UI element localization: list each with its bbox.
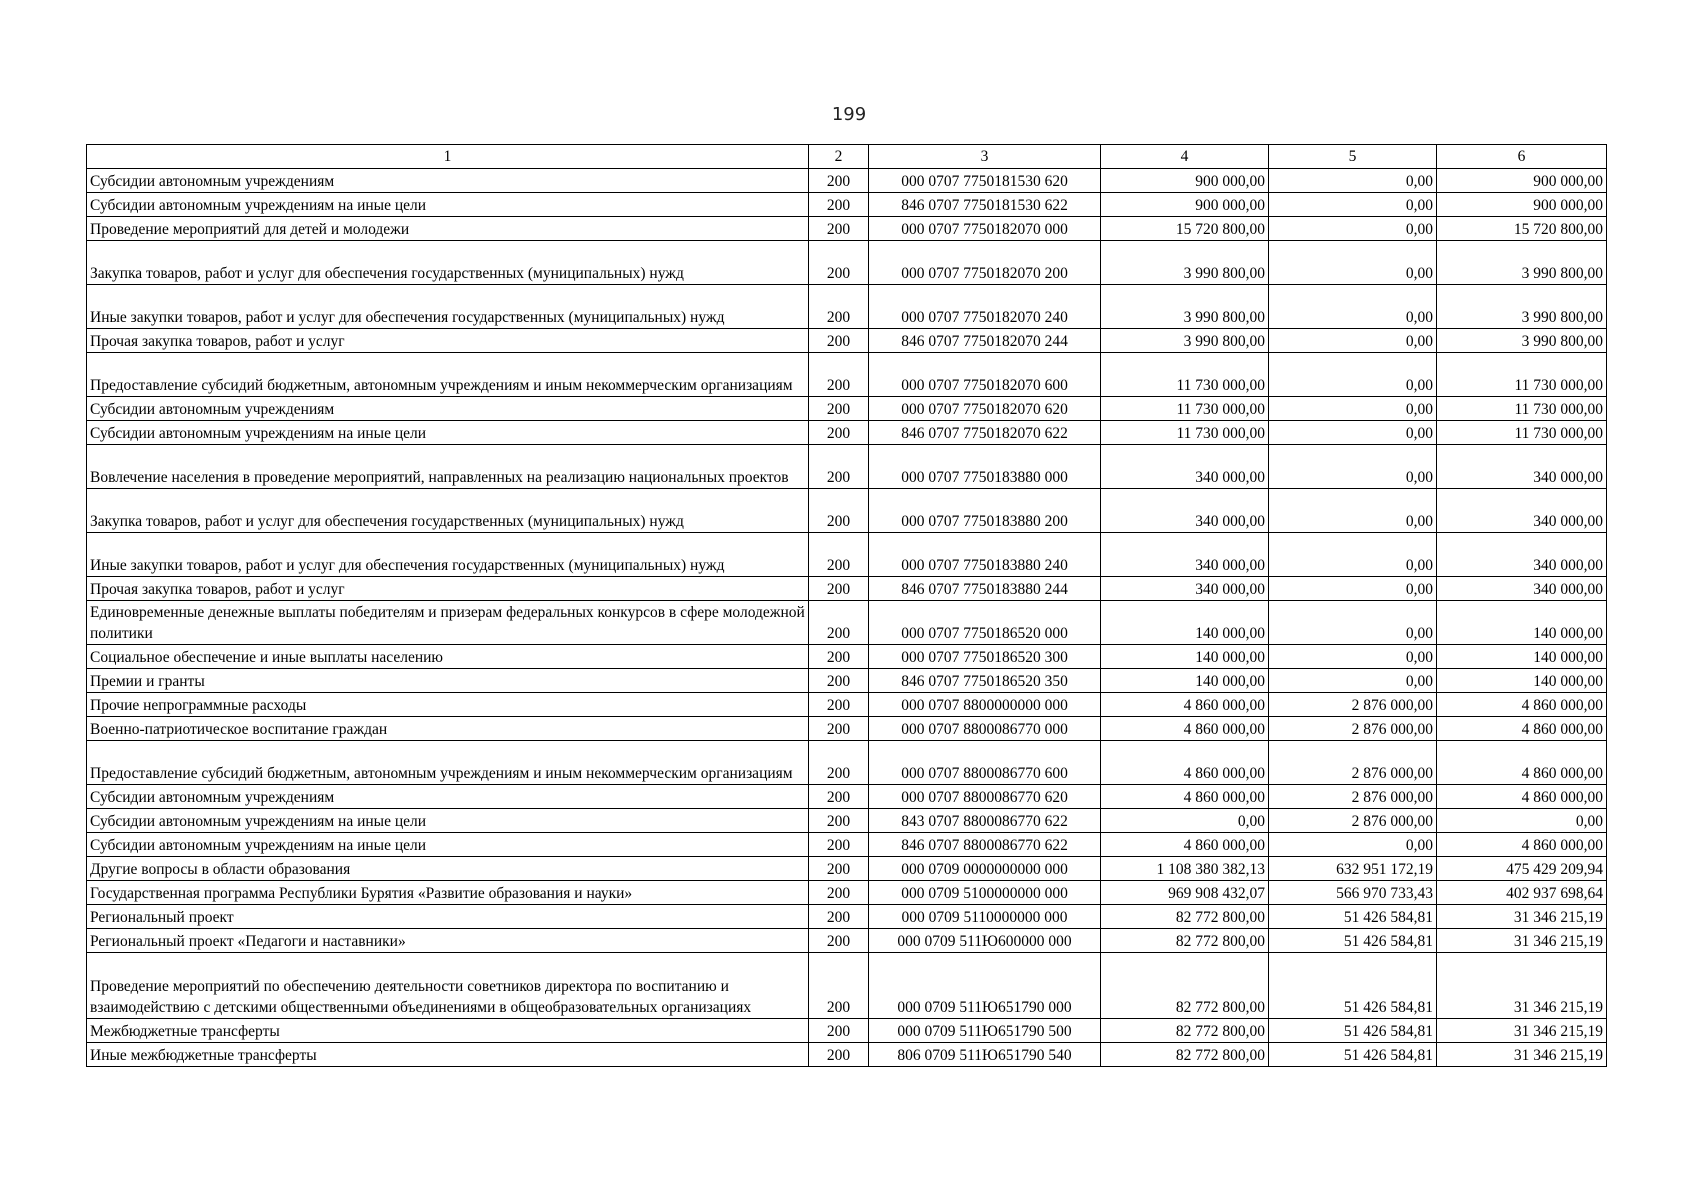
cell-name: Прочая закупка товаров, работ и услуг	[87, 577, 809, 601]
cell-name: Социальное обеспечение и иные выплаты населению	[87, 645, 809, 669]
table-row	[87, 833, 1607, 857]
cell-name: Премии и гранты	[87, 669, 809, 693]
cell-code: 200	[809, 353, 869, 397]
cell-classification-code: 000 0707 8800086770 620	[869, 785, 1101, 809]
cell-amount-col5: 0,00	[1269, 645, 1437, 669]
table-row	[87, 421, 1607, 445]
cell-amount-col5: 0,00	[1269, 241, 1437, 285]
cell-code: 200	[809, 533, 869, 577]
cell-code: 200	[809, 397, 869, 421]
cell-code: 200	[809, 241, 869, 285]
cell-amount-col4: 140 000,00	[1101, 669, 1269, 693]
cell-classification-code: 846 0707 8800086770 622	[869, 833, 1101, 857]
cell-classification-code: 000 0707 7750182070 000	[869, 217, 1101, 241]
cell-amount-col6: 4 860 000,00	[1437, 833, 1607, 857]
cell-amount-col4: 140 000,00	[1101, 601, 1269, 645]
cell-amount-col6: 340 000,00	[1437, 489, 1607, 533]
cell-amount-col5: 2 876 000,00	[1269, 717, 1437, 741]
cell-name: Другие вопросы в области образования	[87, 857, 809, 881]
cell-name: Субсидии автономным учреждениям на иные цели	[87, 809, 809, 833]
cell-name: Иные закупки товаров, работ и услуг для обеспечения государственных (муниципальных) нужд	[87, 285, 809, 329]
page-number: 199	[831, 104, 867, 125]
cell-classification-code: 843 0707 8800086770 622	[869, 809, 1101, 833]
cell-code: 200	[809, 577, 869, 601]
cell-classification-code: 000 0709 511Ю651790 500	[869, 1019, 1101, 1043]
column-header: 4	[1101, 145, 1269, 169]
cell-amount-col5: 2 876 000,00	[1269, 741, 1437, 785]
table-row	[87, 717, 1607, 741]
table-row	[87, 533, 1607, 577]
cell-amount-col4: 0,00	[1101, 809, 1269, 833]
cell-classification-code: 000 0707 7750182070 620	[869, 397, 1101, 421]
cell-name: Субсидии автономным учреждениям на иные цели	[87, 193, 809, 217]
cell-code: 200	[809, 1019, 869, 1043]
cell-amount-col6: 31 346 215,19	[1437, 1043, 1607, 1067]
cell-amount-col4: 969 908 432,07	[1101, 881, 1269, 905]
cell-amount-col5: 0,00	[1269, 533, 1437, 577]
cell-name: Субсидии автономным учреждениям	[87, 169, 809, 193]
cell-amount-col5: 2 876 000,00	[1269, 693, 1437, 717]
cell-name: Субсидии автономным учреждениям	[87, 397, 809, 421]
table-row	[87, 905, 1607, 929]
cell-amount-col4: 4 860 000,00	[1101, 785, 1269, 809]
cell-amount-col6: 4 860 000,00	[1437, 785, 1607, 809]
cell-name: Закупка товаров, работ и услуг для обеспечения государственных (муниципальных) нужд	[87, 489, 809, 533]
cell-amount-col4: 4 860 000,00	[1101, 741, 1269, 785]
cell-amount-col4: 4 860 000,00	[1101, 693, 1269, 717]
cell-classification-code: 000 0707 7750182070 240	[869, 285, 1101, 329]
cell-amount-col6: 475 429 209,94	[1437, 857, 1607, 881]
cell-amount-col6: 340 000,00	[1437, 445, 1607, 489]
cell-name: Военно-патриотическое воспитание граждан	[87, 717, 809, 741]
cell-amount-col5: 0,00	[1269, 489, 1437, 533]
cell-amount-col5: 0,00	[1269, 329, 1437, 353]
cell-code: 200	[809, 741, 869, 785]
cell-name: Прочие непрограммные расходы	[87, 693, 809, 717]
cell-amount-col4: 82 772 800,00	[1101, 905, 1269, 929]
cell-name: Предоставление субсидий бюджетным, автономным учреждениям и иным некоммерческим организациям	[87, 741, 809, 785]
cell-code: 200	[809, 669, 869, 693]
table-header-row	[87, 145, 1607, 169]
cell-code: 200	[809, 1043, 869, 1067]
cell-name: Субсидии автономным учреждениям на иные цели	[87, 421, 809, 445]
cell-classification-code: 846 0707 7750181530 622	[869, 193, 1101, 217]
table-row	[87, 953, 1607, 1019]
cell-amount-col4: 11 730 000,00	[1101, 397, 1269, 421]
cell-amount-col6: 140 000,00	[1437, 669, 1607, 693]
cell-name: Межбюджетные трансферты	[87, 1019, 809, 1043]
cell-amount-col4: 82 772 800,00	[1101, 929, 1269, 953]
table-row	[87, 329, 1607, 353]
cell-code: 200	[809, 953, 869, 1019]
column-header: 2	[809, 145, 869, 169]
cell-amount-col5: 51 426 584,81	[1269, 929, 1437, 953]
cell-amount-col6: 31 346 215,19	[1437, 1019, 1607, 1043]
cell-code: 200	[809, 601, 869, 645]
cell-amount-col4: 82 772 800,00	[1101, 953, 1269, 1019]
cell-amount-col6: 402 937 698,64	[1437, 881, 1607, 905]
cell-code: 200	[809, 717, 869, 741]
cell-name: Иные закупки товаров, работ и услуг для обеспечения государственных (муниципальных) нужд	[87, 533, 809, 577]
cell-amount-col4: 340 000,00	[1101, 445, 1269, 489]
cell-classification-code: 846 0707 7750183880 244	[869, 577, 1101, 601]
cell-amount-col5: 0,00	[1269, 353, 1437, 397]
table-row	[87, 217, 1607, 241]
cell-amount-col6: 140 000,00	[1437, 601, 1607, 645]
cell-name: Региональный проект	[87, 905, 809, 929]
cell-classification-code: 000 0709 0000000000 000	[869, 857, 1101, 881]
cell-amount-col4: 340 000,00	[1101, 577, 1269, 601]
table-row	[87, 1019, 1607, 1043]
cell-amount-col4: 11 730 000,00	[1101, 421, 1269, 445]
table-row	[87, 809, 1607, 833]
table-row	[87, 169, 1607, 193]
cell-code: 200	[809, 329, 869, 353]
cell-amount-col6: 4 860 000,00	[1437, 741, 1607, 785]
cell-amount-col4: 900 000,00	[1101, 193, 1269, 217]
table-row	[87, 741, 1607, 785]
cell-amount-col4: 15 720 800,00	[1101, 217, 1269, 241]
cell-amount-col6: 340 000,00	[1437, 533, 1607, 577]
cell-classification-code: 000 0707 8800086770 000	[869, 717, 1101, 741]
table-row	[87, 445, 1607, 489]
cell-name: Иные межбюджетные трансферты	[87, 1043, 809, 1067]
column-header: 1	[87, 145, 809, 169]
column-header: 6	[1437, 145, 1607, 169]
cell-amount-col5: 0,00	[1269, 193, 1437, 217]
cell-name: Проведение мероприятий по обеспечению деятельности советников директора по воспитанию и взаимодействию с детскими общественными объединениями в общеобразовательных организациях	[87, 953, 809, 1019]
cell-amount-col5: 0,00	[1269, 421, 1437, 445]
cell-classification-code: 000 0707 7750186520 300	[869, 645, 1101, 669]
cell-amount-col4: 340 000,00	[1101, 489, 1269, 533]
cell-name: Прочая закупка товаров, работ и услуг	[87, 329, 809, 353]
cell-amount-col6: 11 730 000,00	[1437, 397, 1607, 421]
cell-amount-col4: 3 990 800,00	[1101, 241, 1269, 285]
cell-amount-col4: 4 860 000,00	[1101, 833, 1269, 857]
cell-name: Вовлечение населения в проведение мероприятий, направленных на реализацию национальных проектов	[87, 445, 809, 489]
cell-code: 200	[809, 645, 869, 669]
cell-amount-col5: 2 876 000,00	[1269, 809, 1437, 833]
cell-amount-col5: 0,00	[1269, 217, 1437, 241]
cell-amount-col5: 0,00	[1269, 669, 1437, 693]
cell-amount-col5: 51 426 584,81	[1269, 1019, 1437, 1043]
table-row	[87, 857, 1607, 881]
cell-amount-col4: 140 000,00	[1101, 645, 1269, 669]
cell-classification-code: 846 0707 7750182070 244	[869, 329, 1101, 353]
cell-classification-code: 806 0709 511Ю651790 540	[869, 1043, 1101, 1067]
cell-code: 200	[809, 785, 869, 809]
cell-classification-code: 000 0707 7750183880 200	[869, 489, 1101, 533]
table-row	[87, 353, 1607, 397]
cell-name: Предоставление субсидий бюджетным, автономным учреждениям и иным некоммерческим организациям	[87, 353, 809, 397]
cell-amount-col5: 0,00	[1269, 397, 1437, 421]
cell-code: 200	[809, 445, 869, 489]
cell-amount-col6: 3 990 800,00	[1437, 241, 1607, 285]
table-row	[87, 929, 1607, 953]
table-row	[87, 881, 1607, 905]
cell-code: 200	[809, 489, 869, 533]
table-row	[87, 1043, 1607, 1067]
table-row	[87, 489, 1607, 533]
cell-amount-col4: 3 990 800,00	[1101, 285, 1269, 329]
cell-amount-col5: 632 951 172,19	[1269, 857, 1437, 881]
cell-code: 200	[809, 169, 869, 193]
column-header: 3	[869, 145, 1101, 169]
cell-amount-col5: 0,00	[1269, 169, 1437, 193]
cell-classification-code: 000 0707 7750186520 000	[869, 601, 1101, 645]
cell-amount-col4: 4 860 000,00	[1101, 717, 1269, 741]
cell-amount-col6: 3 990 800,00	[1437, 329, 1607, 353]
cell-amount-col4: 3 990 800,00	[1101, 329, 1269, 353]
cell-amount-col5: 0,00	[1269, 577, 1437, 601]
table-row	[87, 601, 1607, 645]
cell-classification-code: 846 0707 7750186520 350	[869, 669, 1101, 693]
cell-code: 200	[809, 833, 869, 857]
cell-classification-code: 000 0709 511Ю600000 000	[869, 929, 1101, 953]
cell-classification-code: 000 0707 8800000000 000	[869, 693, 1101, 717]
cell-amount-col6: 11 730 000,00	[1437, 353, 1607, 397]
cell-amount-col4: 1 108 380 382,13	[1101, 857, 1269, 881]
cell-code: 200	[809, 285, 869, 329]
cell-classification-code: 000 0709 511Ю651790 000	[869, 953, 1101, 1019]
table-row	[87, 285, 1607, 329]
table-row	[87, 693, 1607, 717]
cell-classification-code: 000 0707 7750182070 600	[869, 353, 1101, 397]
cell-code: 200	[809, 693, 869, 717]
cell-code: 200	[809, 857, 869, 881]
cell-amount-col4: 340 000,00	[1101, 533, 1269, 577]
cell-name: Региональный проект «Педагоги и наставники»	[87, 929, 809, 953]
cell-name: Закупка товаров, работ и услуг для обеспечения государственных (муниципальных) нужд	[87, 241, 809, 285]
cell-amount-col5: 2 876 000,00	[1269, 785, 1437, 809]
cell-amount-col6: 340 000,00	[1437, 577, 1607, 601]
cell-code: 200	[809, 193, 869, 217]
cell-classification-code: 000 0707 8800086770 600	[869, 741, 1101, 785]
cell-name: Единовременные денежные выплаты победителям и призерам федеральных конкурсов в сфере молодежной политики	[87, 601, 809, 645]
budget-table	[86, 144, 1607, 1067]
table-row	[87, 193, 1607, 217]
cell-code: 200	[809, 929, 869, 953]
cell-amount-col6: 15 720 800,00	[1437, 217, 1607, 241]
cell-code: 200	[809, 421, 869, 445]
cell-code: 200	[809, 809, 869, 833]
cell-classification-code: 000 0709 5110000000 000	[869, 905, 1101, 929]
cell-amount-col4: 82 772 800,00	[1101, 1043, 1269, 1067]
cell-name: Субсидии автономным учреждениям	[87, 785, 809, 809]
table-row	[87, 669, 1607, 693]
cell-amount-col4: 900 000,00	[1101, 169, 1269, 193]
cell-code: 200	[809, 881, 869, 905]
cell-amount-col6: 900 000,00	[1437, 193, 1607, 217]
table-row	[87, 645, 1607, 669]
cell-amount-col5: 51 426 584,81	[1269, 1043, 1437, 1067]
table-body	[87, 169, 1607, 1067]
cell-name: Субсидии автономным учреждениям на иные цели	[87, 833, 809, 857]
cell-amount-col6: 11 730 000,00	[1437, 421, 1607, 445]
cell-classification-code: 000 0709 5100000000 000	[869, 881, 1101, 905]
cell-amount-col6: 140 000,00	[1437, 645, 1607, 669]
cell-amount-col5: 0,00	[1269, 833, 1437, 857]
column-header: 5	[1269, 145, 1437, 169]
cell-amount-col6: 900 000,00	[1437, 169, 1607, 193]
cell-amount-col6: 0,00	[1437, 809, 1607, 833]
cell-classification-code: 000 0707 7750181530 620	[869, 169, 1101, 193]
table-row	[87, 577, 1607, 601]
cell-amount-col5: 0,00	[1269, 601, 1437, 645]
cell-code: 200	[809, 905, 869, 929]
cell-code: 200	[809, 217, 869, 241]
cell-amount-col6: 31 346 215,19	[1437, 953, 1607, 1019]
table-row	[87, 785, 1607, 809]
cell-amount-col6: 31 346 215,19	[1437, 929, 1607, 953]
cell-amount-col6: 3 990 800,00	[1437, 285, 1607, 329]
cell-amount-col6: 4 860 000,00	[1437, 693, 1607, 717]
cell-classification-code: 846 0707 7750182070 622	[869, 421, 1101, 445]
table-row	[87, 397, 1607, 421]
cell-amount-col5: 51 426 584,81	[1269, 953, 1437, 1019]
cell-amount-col5: 566 970 733,43	[1269, 881, 1437, 905]
cell-name: Проведение мероприятий для детей и молодежи	[87, 217, 809, 241]
cell-classification-code: 000 0707 7750183880 240	[869, 533, 1101, 577]
cell-amount-col6: 4 860 000,00	[1437, 717, 1607, 741]
table-row	[87, 241, 1607, 285]
cell-amount-col5: 0,00	[1269, 445, 1437, 489]
cell-classification-code: 000 0707 7750182070 200	[869, 241, 1101, 285]
cell-amount-col6: 31 346 215,19	[1437, 905, 1607, 929]
cell-amount-col5: 0,00	[1269, 285, 1437, 329]
cell-amount-col5: 51 426 584,81	[1269, 905, 1437, 929]
cell-amount-col4: 11 730 000,00	[1101, 353, 1269, 397]
cell-classification-code: 000 0707 7750183880 000	[869, 445, 1101, 489]
cell-name: Государственная программа Республики Бурятия «Развитие образования и науки»	[87, 881, 809, 905]
cell-amount-col4: 82 772 800,00	[1101, 1019, 1269, 1043]
